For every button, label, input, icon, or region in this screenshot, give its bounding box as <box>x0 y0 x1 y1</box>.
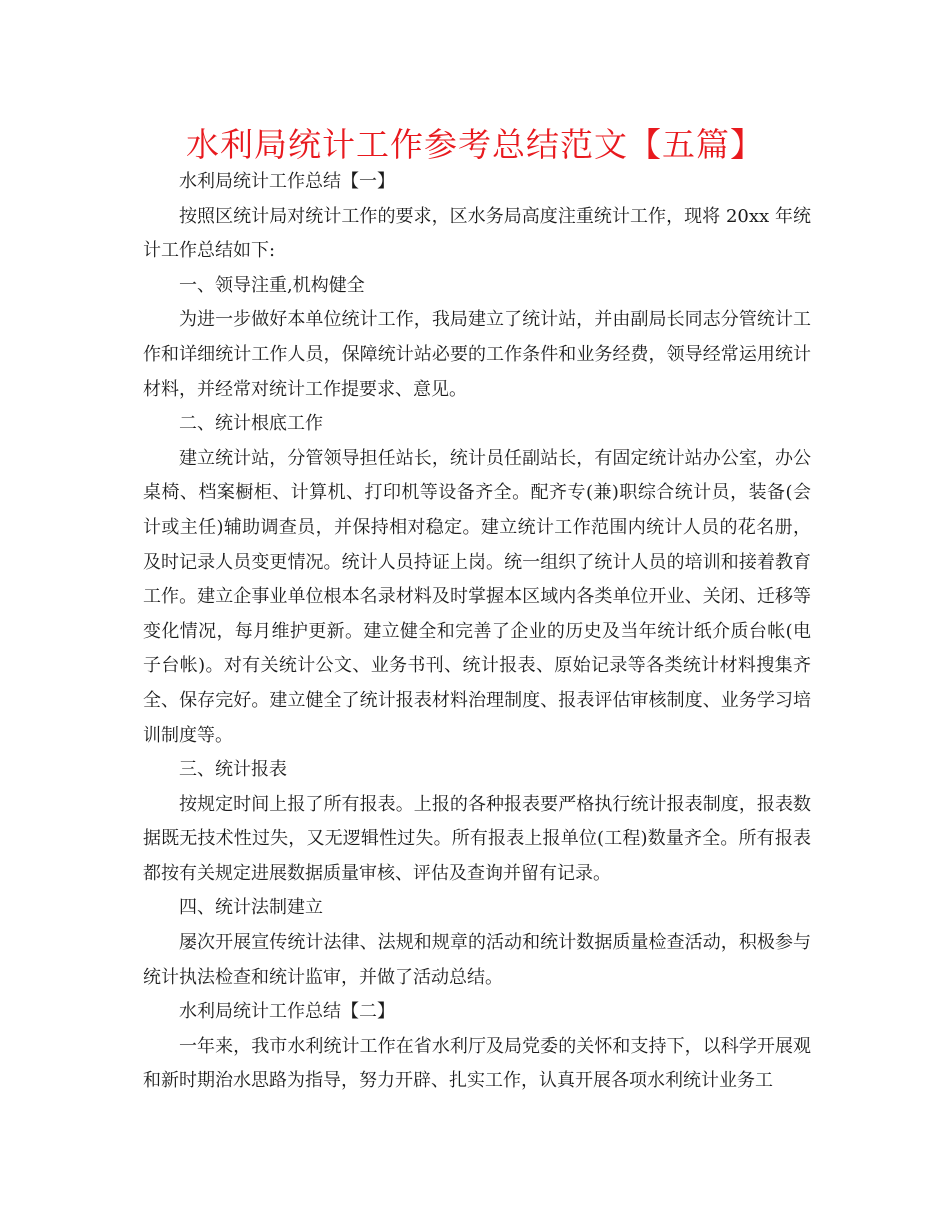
body-paragraph: 按照区统计局对统计工作的要求，区水务局高度注重统计工作，现将 20xx 年统计工作总结如下: <box>143 205 811 262</box>
body-paragraph: 建立统计站，分管领导担任站长，统计员任副站长，有固定统计站办公室，办公桌椅、档案橱柜、计算机、打印机等设备齐全。配齐专(兼)职综合统计员，装备(会计或主任)辅助调查员，并保持相对稳定。建立统计工作范围内统计人员的花名册，及时记录人员变更情况。统计人员持证上岗。统一组织了统计人员的培训和接着教育工作。建立企事业单位根本名录材料及时掌握本区域内各类单位开业、关闭、迁移等变化情况，每月维护更新。建立健全和完善了企业的历史及当年统计纸介质台帐(电子台帐)。对有关统计公文、业务书刊、统计报表、原始记录等各类统计材料搜集齐全、保存完好。建立健全了统计报表材料治理制度、报表评估审核制度、业务学习培训制度等。 <box>143 447 811 746</box>
body-paragraph: 为进一步做好本单位统计工作，我局建立了统计站，并由副局长同志分管统计工作和详细统计工作人员，保障统计站必要的工作条件和业务经费，领导经常运用统计材料，并经常对统计工作提要求、意见。 <box>143 309 811 400</box>
body-paragraph: 按规定时间上报了所有报表。上报的各种报表要严格执行统计报表制度，报表数据既无技术性过失，又无逻辑性过失。所有报表上报单位(工程)数量齐全。所有报表都按有关规定进展数据质量审核、评估及查询并留有记录。 <box>143 793 811 884</box>
document-title: 水利局统计工作参考总结范文【五篇】 <box>186 125 764 164</box>
body-paragraph: 一年来，我市水利统计工作在省水利厅及局党委的关怀和支持下，以科学开展观和新时期治水思路为指导，努力开辟、扎实工作，认真开展各项水利统计业务工 <box>143 1035 811 1092</box>
section-heading: 一、领导注重,机构健全 <box>179 274 365 296</box>
section-heading: 三、统计报表 <box>179 759 287 781</box>
section-heading: 二、统计根底工作 <box>179 413 323 435</box>
body-paragraph: 屡次开展宣传统计法律、法规和规章的活动和统计数据质量检查活动，积极参与统计执法检查和统计监审，并做了活动总结。 <box>143 932 811 988</box>
document-body <box>143 165 811 1099</box>
section-heading: 水利局统计工作总结【二】 <box>179 1001 395 1023</box>
section-heading: 水利局统计工作总结【一】 <box>179 171 395 192</box>
section-heading: 四、统计法制建立 <box>179 897 323 919</box>
